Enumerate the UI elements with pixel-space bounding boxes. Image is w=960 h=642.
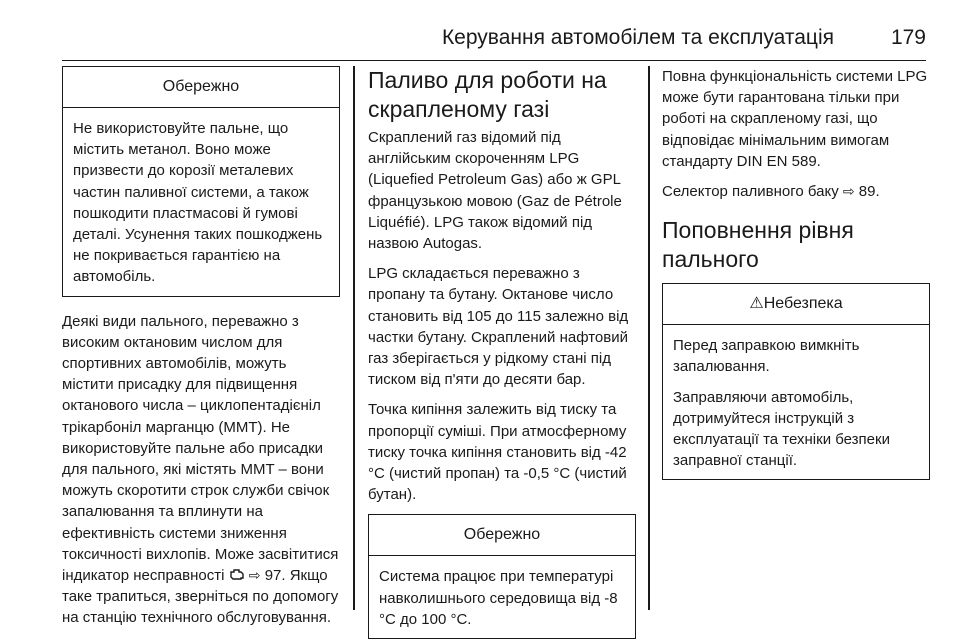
lpg-paragraph-1: Скраплений газ відомий під англійським скороченням LPG (Liquefied Petroleum Gas) або ж GPL французькою мовою (Gaz de Pétrole Liquéfié). LPG також відомий під назвою Autogas. xyxy=(368,129,622,253)
danger-heading: Небезпека xyxy=(763,295,843,313)
danger-box xyxy=(662,283,930,480)
lpg-paragraph-4: Повна функціональність системи LPG може бути гарантована тільки при роботі на скрапленому газі, що відповідає мінімальним вимогам стандарту DIN EN 589. xyxy=(662,68,928,170)
caution-text: Система працює при температурі навколишнього середовища від -8 °C до 100 °C. xyxy=(379,568,618,628)
caution-body xyxy=(369,556,635,638)
danger-text-2: Заправляючи автомобіль, дотримуйтеся інструкцій з експлуатації та техніки безпеки заправної станції. xyxy=(673,388,890,470)
caution-box xyxy=(62,66,340,297)
page-ref-arrow: ⇨ xyxy=(842,183,855,200)
fuel-selector-paragraph xyxy=(662,181,930,202)
page-number: 179 xyxy=(890,26,926,49)
fuel-additive-text-after: Якщо таке трапиться, зверніться по допомогу на станцію технічного обслуговування. xyxy=(62,567,339,627)
page-ref-number: 89. xyxy=(858,183,880,201)
caution-body xyxy=(63,108,339,296)
section-heading-lpg: Паливо для роботи на скрапленому газі xyxy=(368,67,607,122)
column-divider xyxy=(353,66,355,610)
lpg-paragraph-2: LPG складається переважно з пропану та бутану. Октанове число становить від 105 до 115 залежно від частки бутану. Скраплений нафтовий газ зберігається у рідкому стані під тиском від п'яти до десяти бар. xyxy=(368,265,629,389)
fuel-additive-paragraph xyxy=(62,311,340,629)
caution-heading: Обережно xyxy=(63,67,339,108)
caution-text: Не використовуйте пальне, що містить метанол. Воно може призвести до корозії металевих частин паливної системи, а також пошкодити пластмасові й гумові деталі. Усунення таких пошкоджень не покривається гарантією на автомобіль. xyxy=(73,120,323,286)
danger-heading-row xyxy=(663,284,929,325)
danger-text-1: Перед заправкою вимкніть запалювання. xyxy=(673,337,860,376)
page-header xyxy=(62,24,926,61)
column-3 xyxy=(662,66,930,480)
engine-check-icon xyxy=(229,567,245,584)
danger-body xyxy=(663,325,929,479)
column-divider xyxy=(648,66,650,610)
fuel-selector-text: Селектор паливного баку xyxy=(662,183,839,201)
caution-box xyxy=(368,514,636,639)
lpg-paragraph-3: Точка кипіння залежить від тиску та пропорції суміші. При атмосферному тиску точка кипіння становить від -42 °C (чистий пропан) та -0,5 °C (чистий бутан). xyxy=(368,401,627,504)
fuel-additive-text: Деякі види пального, переважно з високим октановим числом для спортивних автомобілів, можуть містити присадку для підвищення октанового числа – циклопентадієніл трікарбоніл марганцю (MMT). Не використовуйте пальне або присадки для пального, які містять MMT – вони можуть скоротити строк служби свічок запалювання та вплинути на ефективність системи зниження токсичності вихлопів. Може засвітитися індикатор несправності xyxy=(62,312,339,585)
page-ref-arrow: ⇨ xyxy=(248,567,261,584)
header-title: Керування автомобілем та експлуатація xyxy=(441,26,834,49)
column-1 xyxy=(62,66,340,638)
warning-triangle-icon: ⚠ xyxy=(749,295,764,313)
column-2 xyxy=(368,66,636,639)
section-heading-refuel: Поповнення рівня пального xyxy=(662,217,854,273)
page-ref-number: 97. xyxy=(264,567,286,585)
caution-heading: Обережно xyxy=(369,515,635,556)
